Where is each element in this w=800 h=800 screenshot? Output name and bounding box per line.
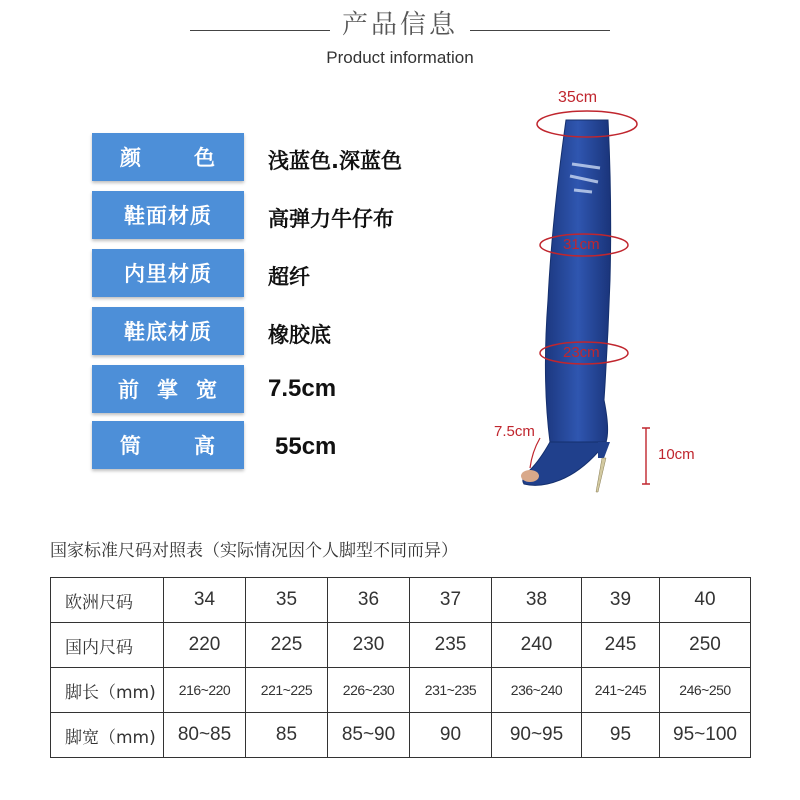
size-cell: 35 [246,578,328,623]
size-cell: 36 [328,578,410,623]
row-header-width: 脚宽（mm) [51,713,164,758]
size-cell: 39 [582,578,660,623]
size-cell: 34 [164,578,246,623]
size-cell: 216~220 [164,668,246,713]
size-table [50,577,751,758]
spec-value-color: 浅蓝色.深蓝色 [268,149,402,173]
size-cell: 236~240 [492,668,582,713]
size-row-cn [51,623,751,668]
size-cell: 95 [582,713,660,758]
spec-label-color-char2: 色 [194,146,216,170]
spec-label-shaft-char1: 筒 [120,434,142,458]
row-header-cn: 国内尺码 [51,623,164,668]
boot-shaft [545,120,610,442]
size-cell: 225 [246,623,328,668]
boot-heel [598,442,610,458]
spec-label-sole: 鞋底材质 [92,307,244,355]
boot-illustration [480,80,720,500]
measure-heel-label: 10cm [658,446,695,463]
size-cell: 226~230 [328,668,410,713]
size-cell: 85~90 [328,713,410,758]
measure-heel-bracket [642,428,650,484]
size-cell: 38 [492,578,582,623]
size-cell: 37 [410,578,492,623]
size-cell: 90 [410,713,492,758]
spec-label-forefoot-char1: 前 [118,378,140,402]
row-header-length: 脚长（mm) [51,668,164,713]
spec-value-shaft: 55cm [275,433,337,460]
size-cell: 240 [492,623,582,668]
size-cell: 246~250 [660,668,751,713]
spec-value-upper: 高弹力牛仔布 [268,207,394,231]
size-cell: 80~85 [164,713,246,758]
measure-upper-label: 31cm [563,236,600,253]
spec-label-forefoot-char3: 宽 [196,378,218,402]
size-cell: 245 [582,623,660,668]
spec-label-forefoot [92,365,244,413]
size-table-caption: 国家标准尺码对照表（实际情况因个人脚型不同而异） [50,541,458,561]
measure-lower-label: 23cm [563,344,600,361]
size-cell: 230 [328,623,410,668]
spec-value-sole: 橡胶底 [268,323,331,347]
measure-top-label: 35cm [558,89,598,106]
spec-label-lining: 内里材质 [92,249,244,297]
size-row-length [51,668,751,713]
size-cell: 241~245 [582,668,660,713]
section-subtitle: Product information [326,48,474,67]
boot-stiletto [596,458,606,492]
spec-label-upper: 鞋面材质 [92,191,244,239]
size-cell: 231~235 [410,668,492,713]
row-header-eu: 欧洲尺码 [51,578,164,623]
size-cell: 221~225 [246,668,328,713]
boot-peep-toe [521,470,539,482]
spec-value-lining: 超纤 [268,265,310,289]
size-row-width [51,713,751,758]
size-cell: 220 [164,623,246,668]
size-row-eu [51,578,751,623]
size-cell: 40 [660,578,751,623]
spec-label-color [92,133,244,181]
spec-label-forefoot-char2: 掌 [157,378,179,402]
spec-label-shaft [92,421,244,469]
spec-value-forefoot: 7.5cm [268,375,337,402]
size-cell: 250 [660,623,751,668]
section-title: 产品信息 [341,10,458,40]
size-cell: 90~95 [492,713,582,758]
size-cell: 85 [246,713,328,758]
size-cell: 95~100 [660,713,751,758]
spec-label-shaft-char2: 高 [194,434,216,458]
size-cell: 235 [410,623,492,668]
spec-label-color-char1: 颜 [120,146,142,170]
measure-forefoot-label: 7.5cm [494,423,535,440]
